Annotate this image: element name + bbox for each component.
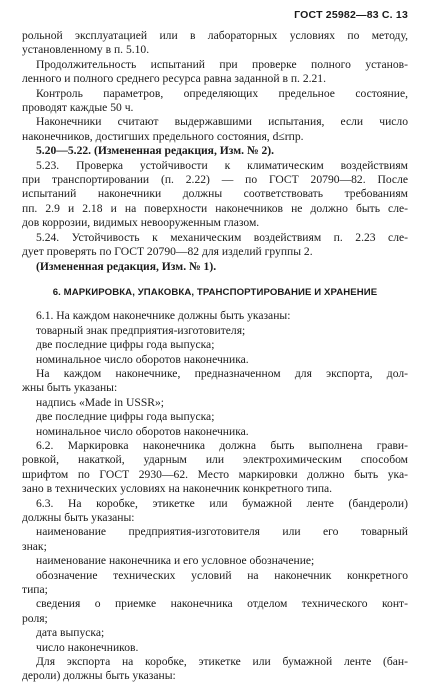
text-line: Наконечники считают выдержавшими испытания, если число: [36, 115, 408, 129]
text-line: номинальное число оборотов наконечника.: [36, 352, 249, 366]
text-line: дата выпуска;: [36, 626, 105, 640]
text-line: ровкой, накаткой, ударным или электрохимическим способом: [22, 453, 408, 467]
text-line: пп. 2.9 и 2.18 и на поверхности наконечников не должно быть сле-: [22, 201, 408, 215]
text-line: обозначение технических условий на наконечник конкретного: [36, 568, 408, 582]
text-line: дероли) должны быть указаны:: [22, 669, 176, 683]
text-line: На каждом наконечнике, предназначенном для экспорта, дол-: [36, 366, 408, 380]
text-block-section-5: [22, 29, 408, 274]
text-line: надпись «Made in USSR»;: [36, 395, 165, 409]
text-line: наименование наконечника и его условное обозначение;: [36, 554, 315, 568]
text-line: шрифтом по ГОСТ 2930—62. Место маркировки должно быть ука-: [22, 467, 408, 481]
page-content: [22, 29, 408, 684]
section-heading: 6. МАРКИРОВКА, УПАКОВКА, ТРАНСПОРТИРОВАНИЕ И ХРАНЕНИЕ: [52, 286, 378, 298]
text-line: ленного и полного среднего ресурса равна заданной в п. 2.21.: [22, 72, 327, 86]
text-line: число наконечников.: [36, 640, 139, 654]
text-line: наконечников, достигших предельного состояния, d≤rпр.: [22, 129, 304, 143]
text-line: при транспортировании (п. 2.22) — по ГОСТ 20790—82. После: [22, 173, 408, 187]
text-block-section-6: [22, 309, 408, 684]
text-line: жны быть указаны:: [22, 381, 118, 395]
text-line: Для экспорта на коробке, этикетке или бумажной ленте (бан-: [36, 655, 408, 669]
text-line: дует проверять по ГОСТ 20790—82 для изделий группы 2.: [22, 245, 313, 259]
text-line: 5.20—5.22. (Измененная редакция, Изм. № 2).: [36, 144, 275, 158]
text-line: должны быть указаны:: [22, 511, 135, 524]
text-line: 6.3. На коробке, этикетке или бумажной ленте (бандероли): [36, 496, 408, 510]
text-line: Продолжительность испытаний при проверке полного установ-: [36, 57, 408, 71]
text-line: 5.24. Устойчивость к механическим воздействиям п. 2.23 сле-: [36, 230, 408, 244]
text-line: рольной эксплуатацией или в лабораторных условиях по методу,: [22, 29, 408, 42]
text-line: (Измененная редакция, Изм. № 1).: [36, 259, 217, 273]
text-line: Контроль параметров, определяющих предельное состояние,: [36, 86, 408, 100]
text-line: наименование предприятия-изготовителя или его товарный: [36, 525, 408, 539]
text-line: испытаний наконечники должны соответствовать требованиям: [22, 187, 408, 201]
text-line: дов коррозии, видимых невооруженным глазом.: [22, 216, 260, 230]
text-line: роля;: [22, 611, 48, 625]
text-line: знак;: [22, 539, 47, 553]
text-line: 5.23. Проверка устойчивости к климатическим воздействиям: [36, 158, 408, 172]
text-line: зано в технических условиях на наконечник конкретного типа.: [22, 482, 333, 496]
text-line: товарный знак предприятия-изготовителя;: [36, 323, 246, 337]
text-line: две последние цифры года выпуска;: [36, 338, 215, 352]
text-line: проводят каждые 50 ч.: [22, 101, 134, 115]
text-line: типа;: [22, 583, 48, 597]
text-line: номинальное число оборотов наконечника.: [36, 424, 249, 438]
text-line: сведения о приемке наконечника отделом технического конт-: [36, 597, 408, 611]
text-line: установленному в п. 5.10.: [22, 43, 150, 57]
text-line: 6.2. Маркировка наконечника должна быть выполнена грави-: [36, 438, 408, 452]
page-header: ГОСТ 25982—83 С. 13: [294, 9, 408, 21]
text-line: две последние цифры года выпуска;: [36, 410, 215, 424]
text-line: 6.1. На каждом наконечнике должны быть указаны:: [36, 309, 291, 323]
